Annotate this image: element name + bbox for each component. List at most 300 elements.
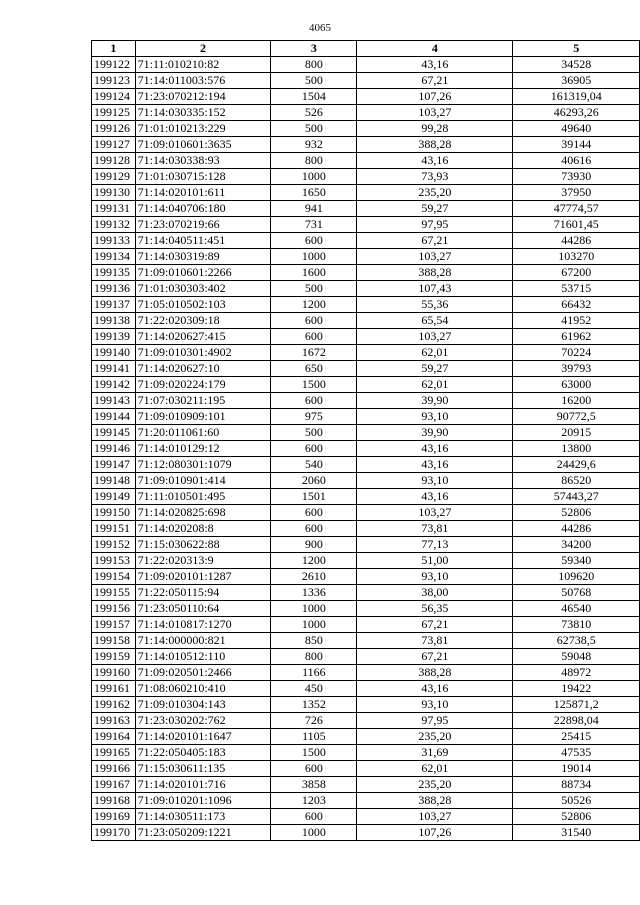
rate-cell: 388,28 [357, 665, 513, 681]
rate-cell: 107,43 [357, 281, 513, 297]
table-row [92, 313, 640, 329]
value-cell: 109620 [513, 569, 640, 585]
area-cell: 600 [271, 521, 357, 537]
rate-cell: 93,10 [357, 697, 513, 713]
area-cell: 1166 [271, 665, 357, 681]
row-id-cell: 199131 [92, 201, 136, 217]
area-cell: 600 [271, 313, 357, 329]
row-id-cell: 199143 [92, 393, 136, 409]
table-row [92, 217, 640, 233]
value-cell: 44286 [513, 521, 640, 537]
table-row [92, 505, 640, 521]
row-id-cell: 199128 [92, 153, 136, 169]
cadastral-number-cell: 71:14:010817:1270 [135, 617, 271, 633]
value-cell: 48972 [513, 665, 640, 681]
cadastral-number-cell: 71:01:010213:229 [135, 121, 271, 137]
area-cell: 800 [271, 153, 357, 169]
cadastral-number-cell: 71:07:030211:195 [135, 393, 271, 409]
cadastral-number-cell: 71:23:070212:194 [135, 89, 271, 105]
area-cell: 600 [271, 329, 357, 345]
table-row [92, 777, 640, 793]
table-row [92, 329, 640, 345]
cadastral-number-cell: 71:09:020501:2466 [135, 665, 271, 681]
rate-cell: 39,90 [357, 393, 513, 409]
value-cell: 16200 [513, 393, 640, 409]
row-id-cell: 199136 [92, 281, 136, 297]
value-cell: 39793 [513, 361, 640, 377]
row-id-cell: 199125 [92, 105, 136, 121]
table-row [92, 793, 640, 809]
area-cell: 941 [271, 201, 357, 217]
header-row [92, 41, 640, 57]
cadastral-number-cell: 71:09:010201:1096 [135, 793, 271, 809]
row-id-cell: 199167 [92, 777, 136, 793]
value-cell: 22898,04 [513, 713, 640, 729]
rate-cell: 62,01 [357, 377, 513, 393]
table-row [92, 665, 640, 681]
cadastral-number-cell: 71:22:050405:183 [135, 745, 271, 761]
column-header-2: 2 [135, 41, 271, 57]
table-row [92, 57, 640, 73]
cadastral-number-cell: 71:14:020101:611 [135, 185, 271, 201]
table-row [92, 185, 640, 201]
value-cell: 24429,6 [513, 457, 640, 473]
row-id-cell: 199139 [92, 329, 136, 345]
rate-cell: 73,81 [357, 521, 513, 537]
value-cell: 52806 [513, 505, 640, 521]
rate-cell: 43,16 [357, 457, 513, 473]
area-cell: 540 [271, 457, 357, 473]
rate-cell: 43,16 [357, 489, 513, 505]
value-cell: 66432 [513, 297, 640, 313]
value-cell: 50768 [513, 585, 640, 601]
value-cell: 34528 [513, 57, 640, 73]
value-cell: 59340 [513, 553, 640, 569]
cadastral-number-cell: 71:14:030335:152 [135, 105, 271, 121]
table-body [92, 57, 640, 841]
column-header-5: 5 [513, 41, 640, 57]
row-id-cell: 199153 [92, 553, 136, 569]
area-cell: 450 [271, 681, 357, 697]
rate-cell: 97,95 [357, 713, 513, 729]
column-header-4: 4 [357, 41, 513, 57]
cadastral-number-cell: 71:09:020101:1287 [135, 569, 271, 585]
table-row [92, 489, 640, 505]
row-id-cell: 199152 [92, 537, 136, 553]
area-cell: 1000 [271, 169, 357, 185]
cadastral-number-cell: 71:22:020309:18 [135, 313, 271, 329]
cadastral-number-cell: 71:23:050209:1221 [135, 825, 271, 841]
table-row [92, 729, 640, 745]
row-id-cell: 199160 [92, 665, 136, 681]
area-cell: 600 [271, 233, 357, 249]
row-id-cell: 199159 [92, 649, 136, 665]
rate-cell: 62,01 [357, 761, 513, 777]
table-row [92, 137, 640, 153]
row-id-cell: 199165 [92, 745, 136, 761]
value-cell: 70224 [513, 345, 640, 361]
row-id-cell: 199170 [92, 825, 136, 841]
value-cell: 50526 [513, 793, 640, 809]
area-cell: 731 [271, 217, 357, 233]
table-row [92, 457, 640, 473]
table-row [92, 633, 640, 649]
value-cell: 90772,5 [513, 409, 640, 425]
area-cell: 500 [271, 73, 357, 89]
rate-cell: 73,81 [357, 633, 513, 649]
cadastral-number-cell: 71:14:000000:821 [135, 633, 271, 649]
area-cell: 600 [271, 505, 357, 521]
rate-cell: 388,28 [357, 793, 513, 809]
area-cell: 850 [271, 633, 357, 649]
rate-cell: 67,21 [357, 649, 513, 665]
row-id-cell: 199141 [92, 361, 136, 377]
cadastral-number-cell: 71:14:010512:110 [135, 649, 271, 665]
value-cell: 161319,04 [513, 89, 640, 105]
value-cell: 40616 [513, 153, 640, 169]
value-cell: 88734 [513, 777, 640, 793]
rate-cell: 103,27 [357, 105, 513, 121]
table-row [92, 121, 640, 137]
table-row [92, 553, 640, 569]
value-cell: 19014 [513, 761, 640, 777]
cadastral-number-cell: 71:22:050115:94 [135, 585, 271, 601]
value-cell: 63000 [513, 377, 640, 393]
rate-cell: 43,16 [357, 681, 513, 697]
table-row [92, 393, 640, 409]
table-row [92, 681, 640, 697]
value-cell: 47535 [513, 745, 640, 761]
table-row [92, 441, 640, 457]
table-row [92, 825, 640, 841]
table-row [92, 521, 640, 537]
table-row [92, 537, 640, 553]
area-cell: 1200 [271, 553, 357, 569]
area-cell: 1501 [271, 489, 357, 505]
table-row [92, 169, 640, 185]
cadastral-number-cell: 71:14:020627:415 [135, 329, 271, 345]
area-cell: 500 [271, 281, 357, 297]
cadastral-number-cell: 71:14:030319:89 [135, 249, 271, 265]
value-cell: 49640 [513, 121, 640, 137]
rate-cell: 77,13 [357, 537, 513, 553]
area-cell: 1200 [271, 297, 357, 313]
row-id-cell: 199166 [92, 761, 136, 777]
area-cell: 1352 [271, 697, 357, 713]
row-id-cell: 199132 [92, 217, 136, 233]
cadastral-number-cell: 71:09:010909:101 [135, 409, 271, 425]
table-row [92, 617, 640, 633]
row-id-cell: 199168 [92, 793, 136, 809]
row-id-cell: 199135 [92, 265, 136, 281]
row-id-cell: 199126 [92, 121, 136, 137]
rate-cell: 103,27 [357, 505, 513, 521]
table-row [92, 745, 640, 761]
table-row [92, 345, 640, 361]
table-row [92, 713, 640, 729]
area-cell: 500 [271, 121, 357, 137]
row-id-cell: 199123 [92, 73, 136, 89]
area-cell: 1336 [271, 585, 357, 601]
table-row [92, 761, 640, 777]
value-cell: 103270 [513, 249, 640, 265]
cadastral-number-cell: 71:14:020101:716 [135, 777, 271, 793]
rate-cell: 235,20 [357, 185, 513, 201]
value-cell: 67200 [513, 265, 640, 281]
table-row [92, 233, 640, 249]
area-cell: 1000 [271, 825, 357, 841]
row-id-cell: 199124 [92, 89, 136, 105]
rate-cell: 39,90 [357, 425, 513, 441]
row-id-cell: 199147 [92, 457, 136, 473]
table-row [92, 601, 640, 617]
row-id-cell: 199137 [92, 297, 136, 313]
cadastral-number-cell: 71:14:040511:451 [135, 233, 271, 249]
area-cell: 2610 [271, 569, 357, 585]
value-cell: 46293,26 [513, 105, 640, 121]
page-number: 4065 [309, 22, 331, 34]
rate-cell: 107,26 [357, 825, 513, 841]
row-id-cell: 199142 [92, 377, 136, 393]
row-id-cell: 199140 [92, 345, 136, 361]
area-cell: 726 [271, 713, 357, 729]
rate-cell: 93,10 [357, 409, 513, 425]
rate-cell: 99,28 [357, 121, 513, 137]
value-cell: 31540 [513, 825, 640, 841]
cadastral-number-cell: 71:14:040706:180 [135, 201, 271, 217]
rate-cell: 59,27 [357, 201, 513, 217]
cadastral-number-cell: 71:23:070219:66 [135, 217, 271, 233]
value-cell: 73810 [513, 617, 640, 633]
value-cell: 13800 [513, 441, 640, 457]
row-id-cell: 199145 [92, 425, 136, 441]
rate-cell: 56,35 [357, 601, 513, 617]
area-cell: 650 [271, 361, 357, 377]
area-cell: 1203 [271, 793, 357, 809]
area-cell: 800 [271, 57, 357, 73]
row-id-cell: 199146 [92, 441, 136, 457]
row-id-cell: 199122 [92, 57, 136, 73]
cadastral-number-cell: 71:14:020101:1647 [135, 729, 271, 745]
value-cell: 61962 [513, 329, 640, 345]
area-cell: 932 [271, 137, 357, 153]
row-id-cell: 199154 [92, 569, 136, 585]
table-row [92, 649, 640, 665]
rate-cell: 62,01 [357, 345, 513, 361]
rate-cell: 388,28 [357, 265, 513, 281]
table-row [92, 473, 640, 489]
table-row [92, 697, 640, 713]
row-id-cell: 199127 [92, 137, 136, 153]
rate-cell: 55,36 [357, 297, 513, 313]
value-cell: 86520 [513, 473, 640, 489]
rate-cell: 388,28 [357, 137, 513, 153]
row-id-cell: 199150 [92, 505, 136, 521]
value-cell: 62738,5 [513, 633, 640, 649]
area-cell: 2060 [271, 473, 357, 489]
rate-cell: 51,00 [357, 553, 513, 569]
cadastral-number-cell: 71:14:020208:8 [135, 521, 271, 537]
rate-cell: 235,20 [357, 729, 513, 745]
cadastral-number-cell: 71:14:010129:12 [135, 441, 271, 457]
cadastral-number-cell: 71:15:030611:135 [135, 761, 271, 777]
cadastral-number-cell: 71:14:020627:10 [135, 361, 271, 377]
rate-cell: 67,21 [357, 73, 513, 89]
rate-cell: 59,27 [357, 361, 513, 377]
area-cell: 1504 [271, 89, 357, 105]
row-id-cell: 199157 [92, 617, 136, 633]
cadastral-number-cell: 71:14:030511:173 [135, 809, 271, 825]
table-row [92, 73, 640, 89]
table-row [92, 153, 640, 169]
row-id-cell: 199134 [92, 249, 136, 265]
rate-cell: 43,16 [357, 441, 513, 457]
row-id-cell: 199164 [92, 729, 136, 745]
row-id-cell: 199169 [92, 809, 136, 825]
cadastral-number-cell: 71:09:020224:179 [135, 377, 271, 393]
area-cell: 526 [271, 105, 357, 121]
area-cell: 1000 [271, 249, 357, 265]
area-cell: 3858 [271, 777, 357, 793]
rate-cell: 97,95 [357, 217, 513, 233]
value-cell: 46540 [513, 601, 640, 617]
cadastral-number-cell: 71:11:010501:495 [135, 489, 271, 505]
cadastral-number-cell: 71:08:060210:410 [135, 681, 271, 697]
column-header-3: 3 [271, 41, 357, 57]
area-cell: 1000 [271, 601, 357, 617]
area-cell: 600 [271, 441, 357, 457]
row-id-cell: 199130 [92, 185, 136, 201]
value-cell: 125871,2 [513, 697, 640, 713]
cadastral-number-cell: 71:01:030715:128 [135, 169, 271, 185]
table-row [92, 249, 640, 265]
cadastral-number-cell: 71:09:010901:414 [135, 473, 271, 489]
cadastral-number-cell: 71:01:030303:402 [135, 281, 271, 297]
value-cell: 20915 [513, 425, 640, 441]
cadastral-number-cell: 71:14:011003:576 [135, 73, 271, 89]
table-row [92, 89, 640, 105]
value-cell: 41952 [513, 313, 640, 329]
value-cell: 37950 [513, 185, 640, 201]
value-cell: 34200 [513, 537, 640, 553]
cadastral-number-cell: 71:09:010304:143 [135, 697, 271, 713]
cadastral-number-cell: 71:14:020825:698 [135, 505, 271, 521]
rate-cell: 103,27 [357, 329, 513, 345]
cadastral-number-cell: 71:11:010210:82 [135, 57, 271, 73]
table-row [92, 585, 640, 601]
row-id-cell: 199129 [92, 169, 136, 185]
table-row [92, 409, 640, 425]
value-cell: 52806 [513, 809, 640, 825]
row-id-cell: 199144 [92, 409, 136, 425]
table-row [92, 377, 640, 393]
area-cell: 600 [271, 761, 357, 777]
cadastral-number-cell: 71:05:010502:103 [135, 297, 271, 313]
rate-cell: 65,54 [357, 313, 513, 329]
row-id-cell: 199133 [92, 233, 136, 249]
cadastral-number-cell: 71:09:010301:4902 [135, 345, 271, 361]
value-cell: 25415 [513, 729, 640, 745]
rate-cell: 93,10 [357, 569, 513, 585]
cadastral-number-cell: 71:22:020313:9 [135, 553, 271, 569]
rate-cell: 73,93 [357, 169, 513, 185]
column-header-1: 1 [92, 41, 136, 57]
cadastral-number-cell: 71:23:030202:762 [135, 713, 271, 729]
table-row [92, 569, 640, 585]
row-id-cell: 199138 [92, 313, 136, 329]
area-cell: 500 [271, 425, 357, 441]
row-id-cell: 199151 [92, 521, 136, 537]
area-cell: 975 [271, 409, 357, 425]
area-cell: 800 [271, 649, 357, 665]
cadastral-number-cell: 71:09:010601:2266 [135, 265, 271, 281]
cadastral-number-cell: 71:14:030338:93 [135, 153, 271, 169]
area-cell: 900 [271, 537, 357, 553]
value-cell: 47774,57 [513, 201, 640, 217]
row-id-cell: 199158 [92, 633, 136, 649]
cadastral-number-cell: 71:09:010601:3635 [135, 137, 271, 153]
area-cell: 1105 [271, 729, 357, 745]
rate-cell: 93,10 [357, 473, 513, 489]
area-cell: 1672 [271, 345, 357, 361]
row-id-cell: 199163 [92, 713, 136, 729]
value-cell: 57443,27 [513, 489, 640, 505]
rate-cell: 107,26 [357, 89, 513, 105]
table-row [92, 297, 640, 313]
area-cell: 1600 [271, 265, 357, 281]
value-cell: 36905 [513, 73, 640, 89]
data-table [91, 40, 640, 841]
row-id-cell: 199149 [92, 489, 136, 505]
area-cell: 1000 [271, 617, 357, 633]
row-id-cell: 199155 [92, 585, 136, 601]
row-id-cell: 199148 [92, 473, 136, 489]
table-row [92, 281, 640, 297]
rate-cell: 38,00 [357, 585, 513, 601]
area-cell: 600 [271, 809, 357, 825]
rate-cell: 43,16 [357, 57, 513, 73]
rate-cell: 67,21 [357, 233, 513, 249]
area-cell: 1650 [271, 185, 357, 201]
cadastral-number-cell: 71:23:050110:64 [135, 601, 271, 617]
cadastral-number-cell: 71:12:080301:1079 [135, 457, 271, 473]
cadastral-number-cell: 71:15:030622:88 [135, 537, 271, 553]
rate-cell: 103,27 [357, 249, 513, 265]
table-row [92, 361, 640, 377]
value-cell: 53715 [513, 281, 640, 297]
row-id-cell: 199162 [92, 697, 136, 713]
rate-cell: 67,21 [357, 617, 513, 633]
rate-cell: 43,16 [357, 153, 513, 169]
value-cell: 19422 [513, 681, 640, 697]
table-row [92, 201, 640, 217]
table-row [92, 105, 640, 121]
rate-cell: 103,27 [357, 809, 513, 825]
area-cell: 1500 [271, 377, 357, 393]
value-cell: 73930 [513, 169, 640, 185]
area-cell: 1500 [271, 745, 357, 761]
row-id-cell: 199156 [92, 601, 136, 617]
cadastral-number-cell: 71:20:011061:60 [135, 425, 271, 441]
rate-cell: 31,69 [357, 745, 513, 761]
value-cell: 71601,45 [513, 217, 640, 233]
row-id-cell: 199161 [92, 681, 136, 697]
table-row [92, 425, 640, 441]
table-row [92, 809, 640, 825]
area-cell: 600 [271, 393, 357, 409]
value-cell: 39144 [513, 137, 640, 153]
table-row [92, 265, 640, 281]
